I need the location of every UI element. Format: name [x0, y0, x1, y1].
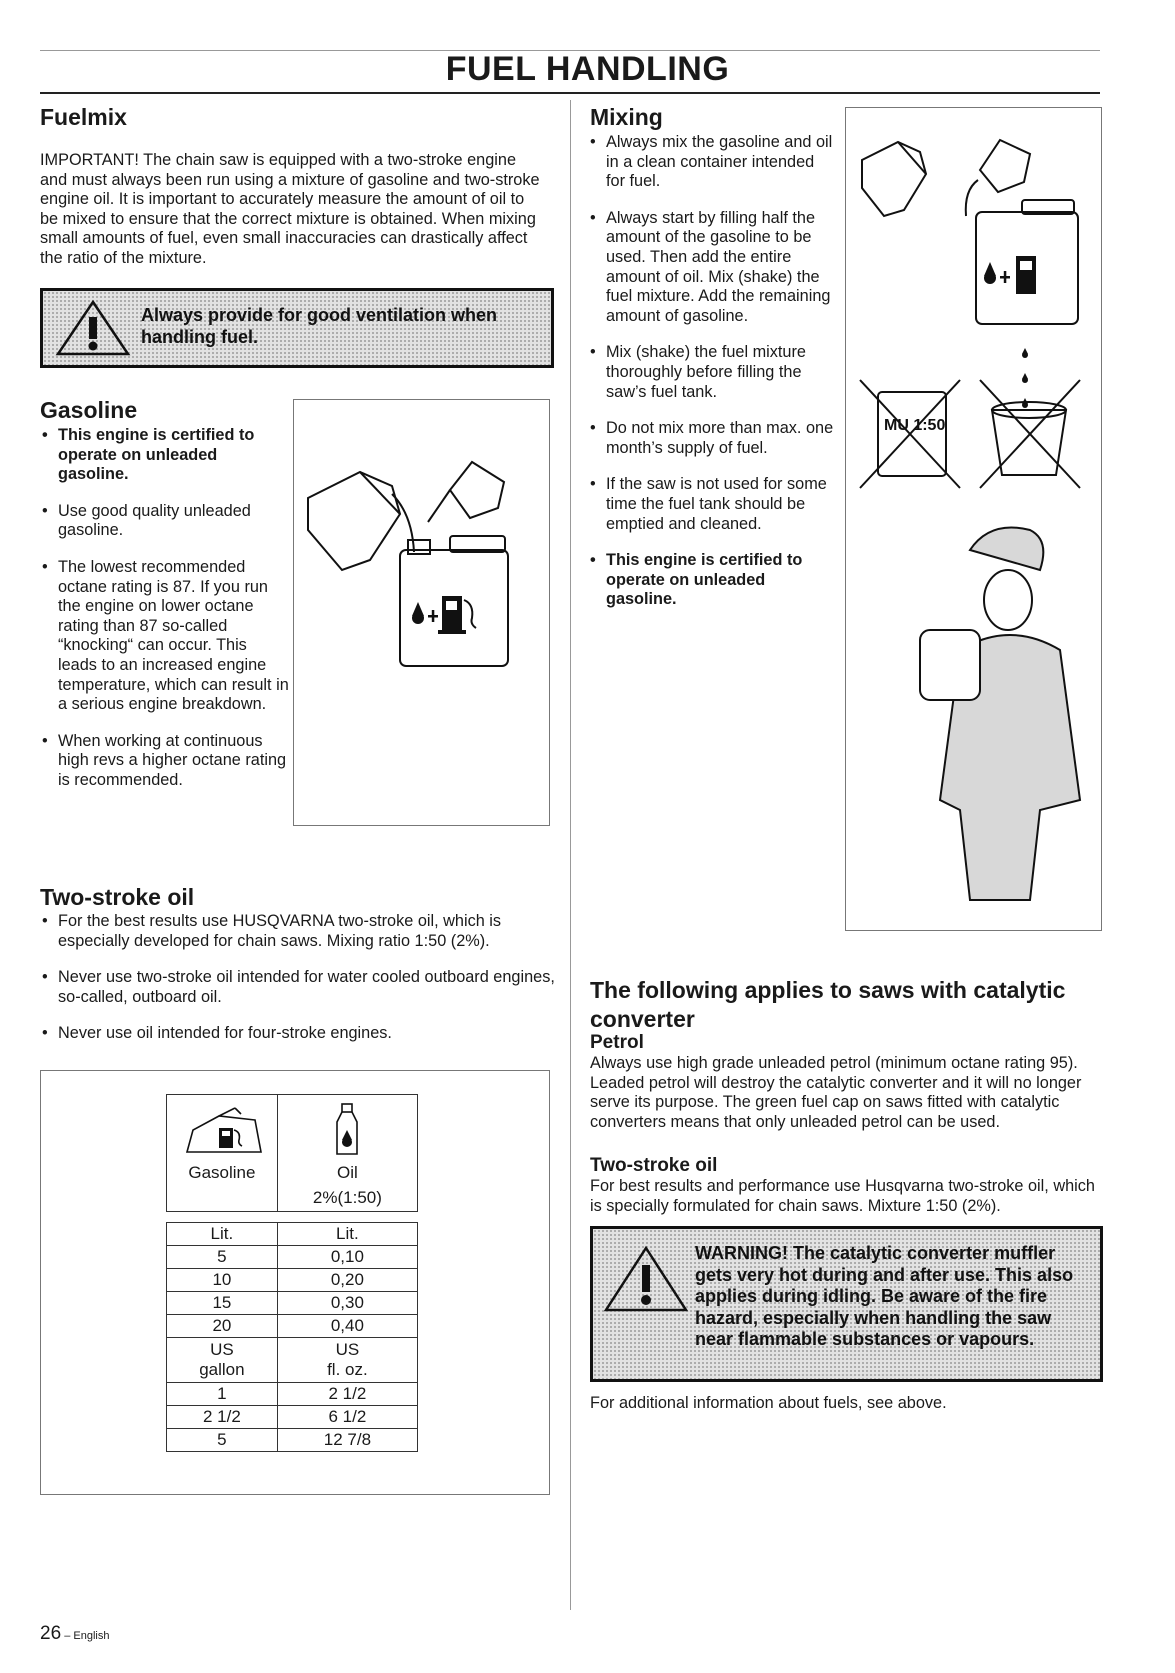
catalytic-warning-text: WARNING! The catalytic converter muffler gets very hot during and after use. This also applies during idling. Be aware of the fire hazard, especially when handling the saw near flammable substances or vapours. [695, 1243, 1074, 1349]
mixing-illustrations [850, 130, 1095, 920]
list-item: • Do not mix more than max. one month’s supply of fuel. [588, 419, 836, 458]
table-cell: 0,30 [277, 1292, 417, 1315]
page-language: English [73, 1630, 110, 1642]
list-item: • If the saw is not used for some time the fuel tank should be emptied and cleaned. [588, 475, 836, 534]
table-row [167, 1383, 418, 1406]
petrol-heading: Petrol [590, 1032, 644, 1053]
list-item: • Use good quality unleaded gasoline. [40, 502, 290, 541]
table-cell: 0,10 [277, 1246, 417, 1269]
catalytic-warning-box [590, 1226, 1103, 1382]
list-item: • Never use oil intended for four-stroke engines. [40, 1024, 560, 1044]
oil-column-header: Oil [337, 1163, 358, 1182]
two-stroke-heading: Two-stroke oil [40, 884, 195, 910]
table-gap [167, 1212, 418, 1223]
catalytic-heading: The following applies to saws with catalytic converter [590, 977, 1066, 1032]
table-cell: 2 1/2 [167, 1406, 278, 1429]
table-cell: 0,20 [277, 1269, 417, 1292]
list-item: • Always mix the gasoline and oil in a clean container intended for fuel. [588, 133, 836, 192]
table-cell: 20 [167, 1315, 278, 1338]
floz-unit-label: fl. oz. [327, 1360, 368, 1379]
gallon-unit-label: gallon [199, 1360, 245, 1379]
gasoline-header-spacer [167, 1185, 278, 1212]
table-cell: Lit. [277, 1223, 417, 1246]
catalytic-oil-heading: Two-stroke oil [590, 1155, 718, 1176]
fuelmix-heading: Fuelmix [40, 104, 127, 130]
oil-ratio-header: 2%(1:50) [277, 1185, 417, 1212]
list-item: • This engine is certified to operate on unleaded gasoline. [40, 426, 290, 485]
table-cell: 6 1/2 [277, 1406, 417, 1429]
footer-note: For additional information about fuels, see above. [590, 1394, 947, 1412]
fuel-mix-table [166, 1094, 418, 1452]
mixing-heading: Mixing [590, 104, 663, 130]
catalytic-oil-text: For best results and performance use Husqvarna two-stroke oil, which is specially formulated for chain saws. Mixture 1:50 (2%). [590, 1177, 1095, 1215]
table-cell: 1 [167, 1383, 278, 1406]
oil-bottle-icon [327, 1102, 367, 1158]
table-cell: 2 1/2 [277, 1383, 417, 1406]
list-item: • The lowest recommended octane rating is 87. If you run the engine on lower octane rating than 87 so-called “knocking“ can occur. This leads to an increased engine temperature, which can result in a serious engine breakdown. [40, 558, 290, 715]
us-unit-label: US [210, 1340, 234, 1359]
header-bottom-rule [40, 92, 1100, 94]
table-cell: Lit. [167, 1223, 278, 1246]
page-number: 26 – English [40, 1623, 110, 1644]
gasoline-heading: Gasoline [40, 397, 138, 423]
table-cell: 5 [167, 1429, 278, 1452]
us-unit-label: US [335, 1340, 360, 1359]
table-cell: 10 [167, 1269, 278, 1292]
table-cell: 5 [167, 1246, 278, 1269]
page-number-value: 26 [40, 1623, 62, 1644]
oil-header-cell [277, 1095, 417, 1186]
table-row [167, 1406, 418, 1429]
gasoline-list [40, 426, 290, 808]
table-row [167, 1246, 418, 1269]
table-row [167, 1315, 418, 1338]
fuel-can-icon [179, 1106, 265, 1158]
list-item: • Never use two-stroke oil intended for water cooled outboard engines, so-called, outboard oil. [40, 968, 560, 1007]
petrol-text: Always use high grade unleaded petrol (minimum octane rating 95). Leaded petrol will destroy the catalytic converter and it will no longer serve its purpose. The green fuel cap on saws fitted with catalytic converters means that only unleaded petrol can be used. [590, 1054, 1082, 1131]
table-cell: 15 [167, 1292, 278, 1315]
table-cell: 12 7/8 [277, 1429, 417, 1452]
column-divider [570, 100, 571, 1610]
ventilation-warning-box [40, 288, 554, 368]
fuel-can-pour-illustration [300, 460, 540, 680]
warning-triangle-icon [603, 1245, 689, 1313]
list-item: • Mix (shake) the fuel mixture thoroughly before filling the saw’s fuel tank. [588, 343, 836, 402]
table-cell [167, 1338, 278, 1383]
list-item: • This engine is certified to operate on unleaded gasoline. [588, 551, 836, 610]
list-item: • When working at continuous high revs a higher octane rating is recommended. [40, 732, 290, 791]
mixing-list [588, 133, 836, 627]
list-item: • For the best results use HUSQVARNA two-stroke oil, which is especially developed for chain saws. Mixing ratio 1:50 (2%). [40, 912, 560, 951]
gasoline-header-cell [167, 1095, 278, 1186]
table-cell: 0,40 [277, 1315, 417, 1338]
gasoline-column-header: Gasoline [188, 1163, 256, 1182]
table-cell [277, 1338, 417, 1383]
ventilation-warning-text: Always provide for good ventilation when handling fuel. [141, 305, 498, 347]
table-row [167, 1292, 418, 1315]
warning-triangle-icon [55, 299, 131, 357]
list-item: • Always start by filling half the amount of the gasoline to be used. Then add the entire amount of oil. Mix (shake) the fuel mixture. Add the remaining amount of gasoline. [588, 209, 836, 327]
fuelmix-intro: IMPORTANT! The chain saw is equipped with a two-stroke engine and must always been run using a mixture of gasoline and two-stroke engine oil. It is important to accurately measure the amount of oil to be mixed to ensure that the correct mixture is obtained. When mixing small amounts of fuel, even small inaccuracies can drastically affect the ratio of the mixture. [40, 151, 540, 267]
table-row [167, 1269, 418, 1292]
table-row [167, 1429, 418, 1452]
two-stroke-list [40, 912, 560, 1061]
mix-can-label: MU 1:50 [884, 417, 946, 434]
page-title: FUEL HANDLING [445, 50, 730, 88]
